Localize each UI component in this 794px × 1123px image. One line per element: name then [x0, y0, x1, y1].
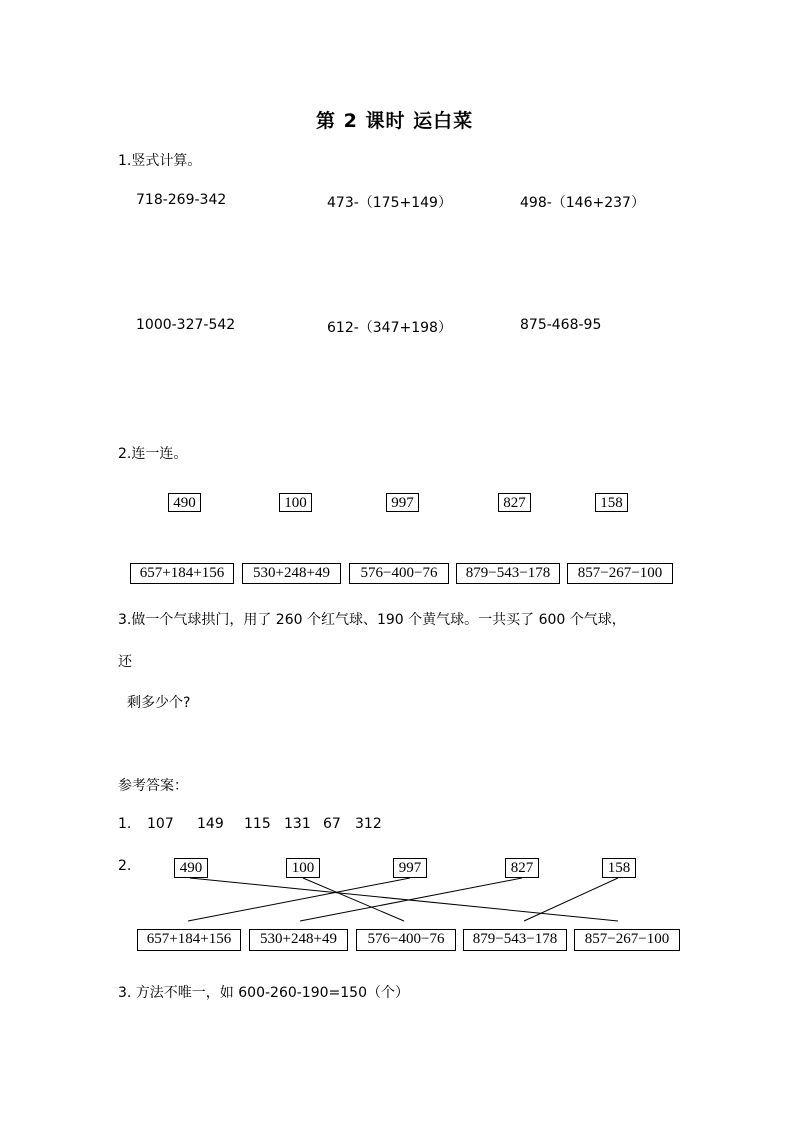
match-expression-box: 657+184+156	[130, 563, 234, 584]
answer-number-box: 827	[505, 858, 539, 878]
question-3-line-2: 还	[118, 654, 132, 670]
answer-1-value: 107	[147, 816, 174, 832]
match-number-box: 158	[595, 493, 628, 512]
match-number-box: 100	[279, 493, 312, 512]
answer-3: 3. 方法不唯一，如 600-260-190=150（个）	[118, 985, 409, 1001]
answers-heading: 参考答案：	[118, 778, 188, 794]
calc-expression: 718-269-342	[136, 192, 227, 208]
match-expression-box: 530+248+49	[242, 563, 341, 584]
question-3-line-3: 剩多少个?	[127, 695, 191, 711]
answer-expression-box: 576−400−76	[356, 929, 456, 951]
question-3-line-1: 3.做一个气球拱门，用了 260 个红气球、190 个黄气球。一共买了 600 个气球，	[118, 612, 626, 628]
match-expression-box: 857−267−100	[567, 563, 673, 584]
match-number-box: 827	[498, 493, 531, 512]
match-number-box: 997	[386, 493, 419, 512]
page-title: 第 2 课时 运白菜	[316, 110, 474, 132]
calc-expression: 498-（146+237）	[520, 195, 645, 211]
question-1-label: 1.竖式计算。	[118, 153, 202, 169]
answer-expression-box: 657+184+156	[137, 929, 241, 951]
connection-line	[303, 878, 404, 921]
answer-1-value: 115	[244, 816, 271, 832]
answer-number-box: 490	[174, 858, 208, 878]
answer-number-box: 997	[393, 858, 427, 878]
answer-1-value: 67	[323, 816, 341, 832]
calc-expression: 1000-327-542	[136, 317, 236, 333]
calc-expression: 875-468-95	[520, 317, 602, 333]
question-2-label: 2.连一连。	[118, 446, 188, 462]
answer-expression-box: 879−543−178	[463, 929, 567, 951]
answer-1-value: 312	[355, 816, 382, 832]
calc-expression: 473-（175+149）	[327, 195, 452, 211]
match-number-box: 490	[168, 493, 201, 512]
answer-1-value: 149	[197, 816, 224, 832]
connection-line	[188, 878, 410, 921]
answer-number-box: 158	[602, 858, 636, 878]
answer-expression-box: 530+248+49	[249, 929, 348, 951]
match-expression-box: 576−400−76	[349, 563, 449, 584]
answer-1-label: 1.	[118, 816, 132, 832]
answer-expression-box: 857−267−100	[574, 929, 680, 951]
connection-line	[190, 878, 618, 921]
match-expression-box: 879−543−178	[456, 563, 560, 584]
answer-number-box: 100	[286, 858, 320, 878]
calc-expression: 612-（347+198）	[327, 320, 452, 336]
answer-1-value: 131	[284, 816, 311, 832]
answer-2-label: 2.	[118, 858, 132, 874]
connection-line	[524, 878, 618, 921]
connection-line	[300, 878, 522, 921]
